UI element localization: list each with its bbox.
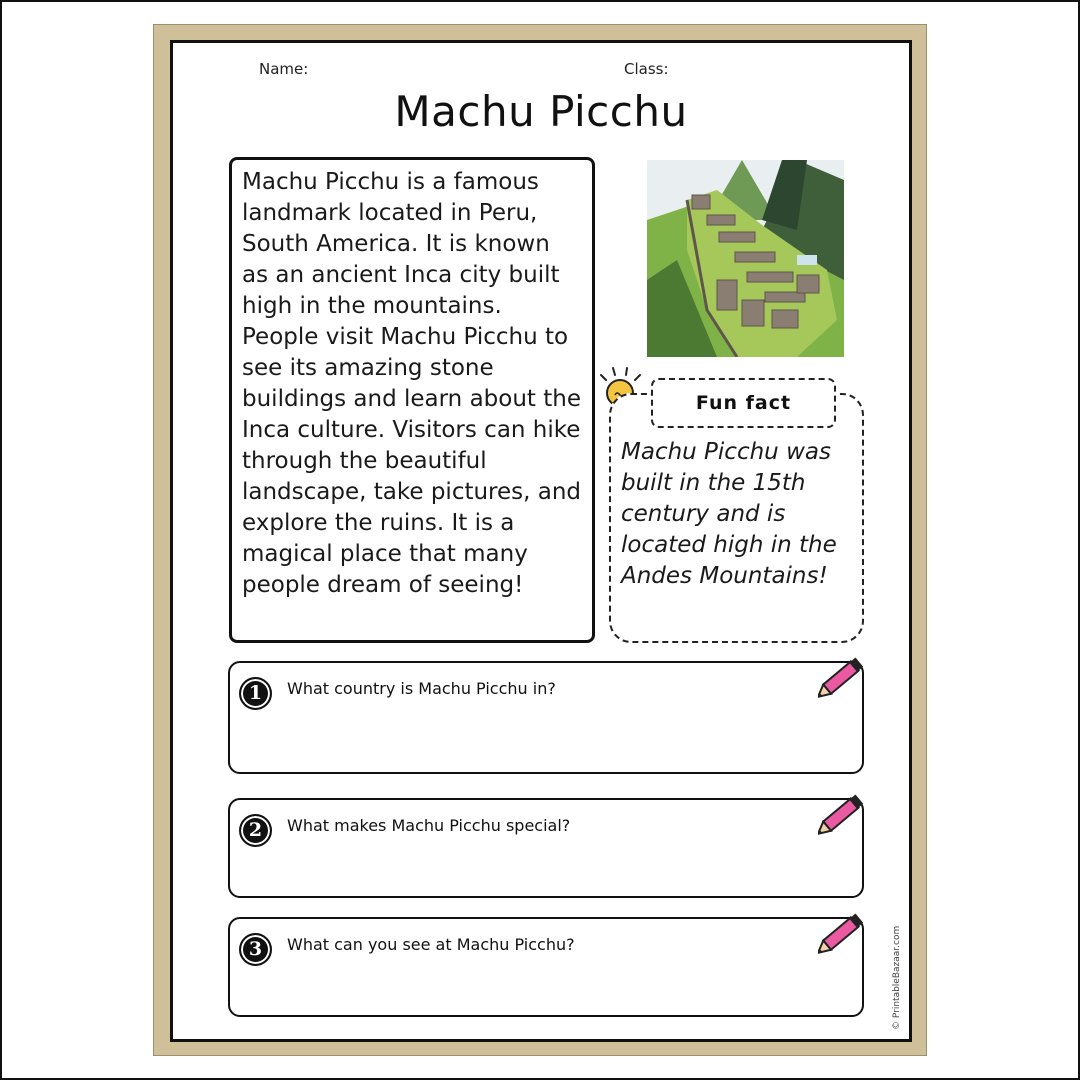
worksheet-sheet: [170, 40, 912, 1042]
question-box-1[interactable]: [228, 661, 864, 774]
pencil-icon: [818, 907, 870, 955]
class-label: Class:: [624, 60, 669, 78]
question-text-1: What country is Machu Picchu in?: [287, 679, 556, 698]
machu-picchu-illustration: [647, 160, 844, 357]
question-number-3: 3: [239, 933, 272, 966]
question-box-3[interactable]: [228, 917, 864, 1017]
question-number-1: 1: [239, 677, 272, 710]
name-label: Name:: [259, 60, 309, 78]
question-text-2: What makes Machu Picchu special?: [287, 816, 571, 835]
pencil-icon: [818, 651, 870, 699]
copyright-text: © PrintableBazaar.com: [892, 925, 902, 1030]
fun-fact-heading: Fun fact: [651, 378, 836, 428]
question-text-3: What can you see at Machu Picchu?: [287, 935, 575, 954]
page-title: Machu Picchu: [394, 87, 688, 136]
reading-passage: Machu Picchu is a famous landmark located in Peru, South America. It is known as an ancient Inca city built high in the mountains. People visit Machu Picchu to see its amazing stone buildings and learn about the Inca culture. Visitors can hike through the beautiful landscape, take pictures, and explore the ruins. It is a magical place that many people dream of seeing!: [229, 157, 595, 643]
worksheet-page: [153, 24, 927, 1056]
fun-fact-text: Machu Picchu was built in the 15th century and is located high in the Andes Mountains!: [621, 439, 837, 589]
pencil-icon: [818, 788, 870, 836]
question-number-2: 2: [239, 814, 272, 847]
question-box-2[interactable]: [228, 798, 864, 898]
